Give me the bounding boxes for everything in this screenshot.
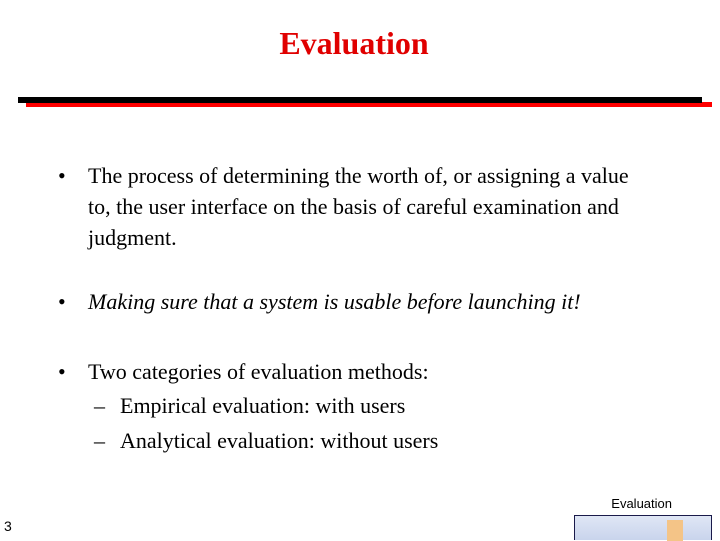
sub-bullet-analytical [94,425,438,456]
sub-bullet-marker: – [94,428,105,453]
sub-bullet-text: Analytical evaluation: without users [120,428,439,453]
bullet-text: The process of determining the worth of, or assigning a value to, the user interface on the basis of careful examination and judgment. [88,163,629,250]
bullet-definition [58,160,648,253]
slide-position-marker [667,520,683,541]
bullet-categories [58,356,678,387]
sub-bullet-text: Empirical evaluation: with users [120,393,406,418]
slide-title: Evaluation [279,25,429,61]
sub-bullet-marker: – [94,393,105,418]
page-number: 3 [4,518,12,534]
bullet-marker: • [58,163,66,188]
sub-bullet-empirical [94,390,405,421]
footer-section-label: Evaluation [611,496,672,511]
bullet-marker: • [58,359,66,384]
bullet-text: Two categories of evaluation methods: [88,359,429,384]
title-underline-dark [18,97,702,103]
bullet-usability [58,286,678,317]
slide-nav-bar[interactable] [574,515,712,540]
bullet-marker: • [58,289,66,314]
bullet-text: Making sure that a system is usable before launching it! [88,289,581,314]
